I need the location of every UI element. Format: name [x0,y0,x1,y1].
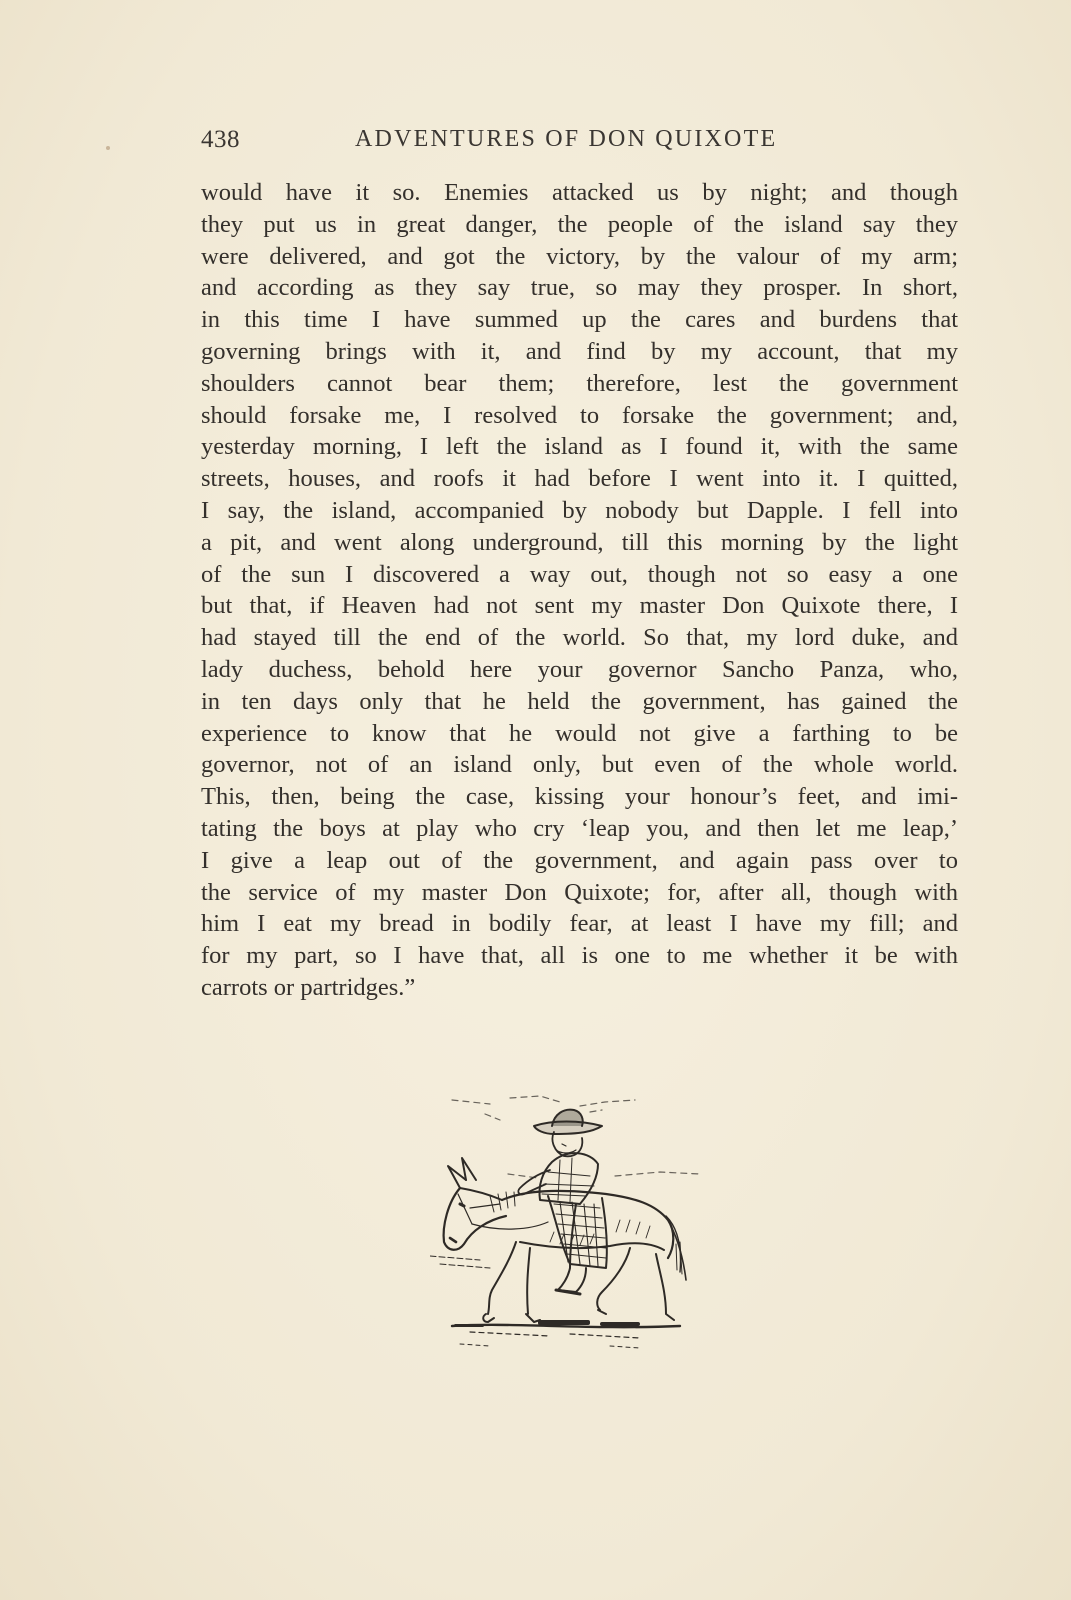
text-line: I give a leap out of the government, and again pass over to [201,846,958,874]
text-line: governor, not of an island only, but even of the whole world. [201,751,958,779]
body-text [201,177,958,1004]
text-line: for my part, so I have that, all is one to me whether it be with [201,942,958,970]
text-line: carrots or partridges.” [201,973,416,1001]
text-line: yesterday morning, I left the island as I found it, with the same [201,433,958,461]
text-line: in ten days only that he held the government, has gained the [201,687,958,715]
text-line: had stayed till the end of the world. So that, my lord duke, and [201,624,958,652]
text-line: This, then, being the case, kissing your honour’s feet, and imi- [201,783,958,811]
text-line: a pit, and went along underground, till this morning by the light [201,528,958,556]
text-line: experience to know that he would not give a farthing to be [201,719,958,747]
text-line: should forsake me, I resolved to forsake the government; and, [201,401,958,429]
text-line: lady duchess, behold here your governor Sancho Panza, who, [201,655,958,683]
text-line: of the sun I discovered a way out, though not so easy a one [201,560,958,588]
page-number: 438 [201,126,240,153]
sancho-on-donkey-icon [430,1092,730,1392]
text-line: streets, houses, and roofs it had before I went into it. I quitted, [201,465,958,493]
text-line: governing brings with it, and find by my account, that my [201,337,958,365]
text-line: the service of my master Don Quixote; for, after all, though with [201,878,958,906]
text-line: were delivered, and got the victory, by the valour of my arm; [201,242,958,270]
text-line: they put us in great danger, the people of the island say they [201,210,958,238]
text-line: shoulders cannot bear them; therefore, lest the government [201,369,958,397]
text-line: in this time I have summed up the cares and burdens that [201,306,958,334]
text-line: him I eat my bread in bodily fear, at least I have my fill; and [201,910,958,938]
text-line: tating the boys at play who cry ‘leap you, and then let me leap,’ [201,814,958,842]
text-line: and according as they say true, so may they prosper. In short, [201,274,958,302]
running-title: ADVENTURES OF DON QUIXOTE [355,126,778,152]
page-header [201,126,958,166]
text-line: but that, if Heaven had not sent my master Don Quixote there, I [201,592,958,620]
paper-speck [106,146,110,150]
text-line: I say, the island, accompanied by nobody but Dapple. I fell into [201,496,958,524]
text-line: would have it so. Enemies attacked us by night; and though [201,179,958,206]
